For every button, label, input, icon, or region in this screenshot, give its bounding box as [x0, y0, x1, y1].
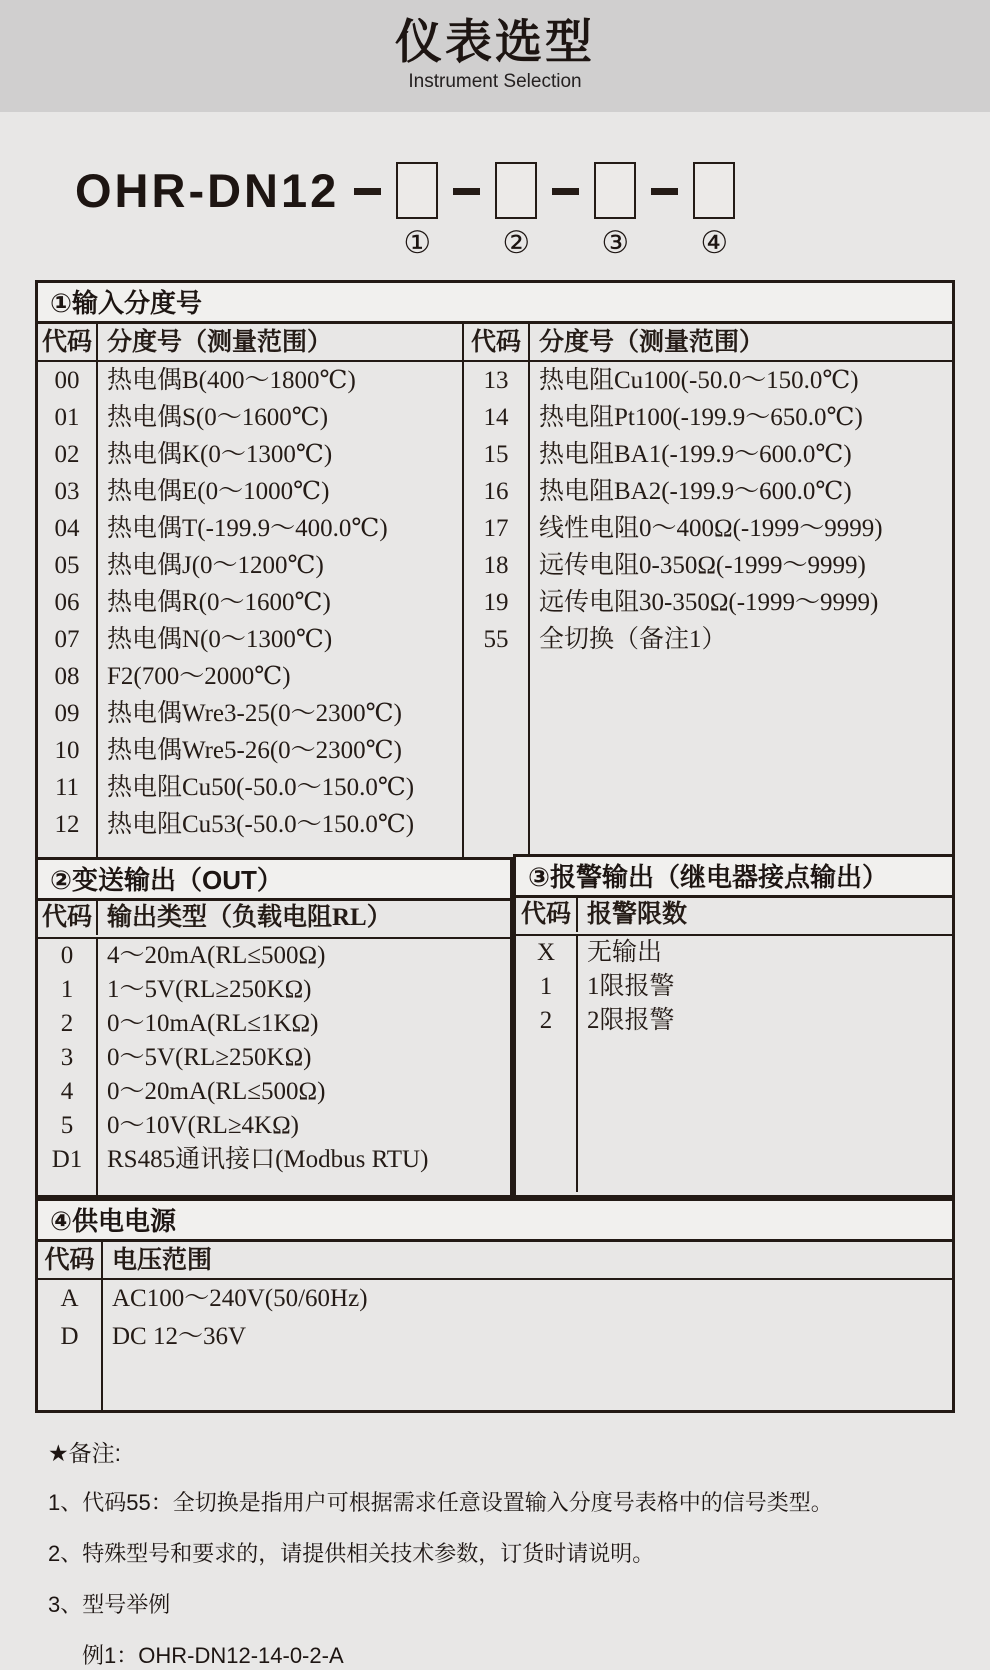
section2-code-column [38, 939, 98, 1195]
column-header-desc: 输出类型（负载电阻RL） [107, 904, 392, 931]
row-code: 17 [483, 515, 509, 542]
section2-desc-column [98, 939, 510, 1195]
model-circle-number-2: ② [502, 225, 531, 260]
row-desc: DC 12～36V [112, 1323, 247, 1350]
input-graduation-table [35, 280, 955, 860]
column-header-code: 代码 [38, 324, 98, 361]
row-desc: 1～5V(RL≥250KΩ) [107, 976, 312, 1003]
section1-left-desc-column [98, 362, 464, 857]
row-desc: 热电阻BA1(-199.9～600.0℃) [539, 441, 852, 468]
page-title: 仪表选型 [395, 15, 595, 68]
model-circle-number-1: ① [403, 225, 432, 260]
row-code: 04 [54, 515, 80, 542]
row-desc: 热电阻BA2(-199.9～600.0℃) [539, 478, 852, 505]
row-desc: F2(700～2000℃) [107, 663, 291, 690]
row-code: 55 [483, 626, 509, 653]
row-desc: RS485通讯接口(Modbus RTU) [107, 1146, 429, 1173]
row-desc: 热电阻Cu100(-50.0～150.0℃) [539, 367, 859, 394]
row-code: 00 [54, 367, 80, 394]
row-desc: 线性电阻0～400Ω(-1999～9999) [539, 515, 883, 542]
model-code-box-2 [495, 162, 537, 219]
row-code: 18 [483, 552, 509, 579]
section1-right-desc-column [530, 362, 952, 857]
section1-body [38, 362, 952, 857]
alarm-output-table [513, 854, 955, 1198]
section4-header-row [38, 1242, 952, 1280]
column-header-code: 代码 [464, 324, 530, 361]
row-code: 2 [539, 1007, 553, 1034]
note-item-2: 2、特殊型号和要求的，请提供相关技术参数，订货时请说明。 [48, 1541, 655, 1566]
model-dash [453, 188, 480, 195]
model-slot-4 [693, 162, 735, 260]
section2-header-row [38, 901, 510, 939]
row-code: 13 [483, 367, 509, 394]
row-code: 3 [60, 1044, 74, 1071]
row-desc: 0～20mA(RL≤500Ω) [107, 1078, 326, 1105]
model-circle-number-4: ④ [700, 225, 729, 260]
power-supply-table [35, 1198, 955, 1413]
note-item-3: 3、型号举例 [48, 1592, 171, 1617]
row-code: 2 [60, 1010, 74, 1037]
section4-desc-column [103, 1280, 952, 1410]
section1-header-row [38, 324, 952, 362]
row-desc: 全切换（备注1） [539, 626, 727, 653]
column-header-desc: 报警限数 [587, 901, 688, 928]
section4-body [38, 1280, 952, 1410]
model-code-box-1 [396, 162, 438, 219]
row-desc: 4～20mA(RL≤500Ω) [107, 942, 326, 969]
row-desc: 热电阻Cu53(-50.0～150.0℃) [107, 811, 415, 838]
row-code: 5 [60, 1112, 74, 1139]
column-header-desc: 分度号（测量范围） [539, 329, 765, 356]
page-subtitle: Instrument Selection [408, 71, 582, 92]
section3-header-row [516, 898, 952, 936]
section1-title: ①输入分度号 [38, 283, 952, 324]
row-code: 08 [54, 663, 80, 690]
row-code: 03 [54, 478, 80, 505]
row-code: D1 [51, 1146, 83, 1173]
row-desc: 热电阻Pt100(-199.9～650.0℃) [539, 404, 863, 431]
section3-body [516, 936, 952, 1192]
row-code: 4 [60, 1078, 74, 1105]
row-code: 15 [483, 441, 509, 468]
row-code: 19 [483, 589, 509, 616]
row-desc: 热电阻Cu50(-50.0～150.0℃) [107, 774, 415, 801]
row-code: 07 [54, 626, 80, 653]
output-alarm-tables [35, 857, 955, 1198]
row-code: 01 [54, 404, 80, 431]
row-desc: 热电偶J(0～1200℃) [107, 552, 324, 579]
model-slot-1 [396, 162, 438, 260]
row-desc: 热电偶R(0～1600℃) [107, 589, 331, 616]
row-desc: 热电偶T(-199.9～400.0℃) [107, 515, 388, 542]
row-code: 12 [54, 811, 80, 838]
section3-code-column [516, 936, 578, 1192]
row-code: X [536, 939, 556, 966]
row-desc: 无输出 [587, 939, 663, 966]
row-desc: 热电偶S(0～1600℃) [107, 404, 329, 431]
model-slot-2 [495, 162, 537, 260]
row-desc: 0～10mA(RL≤1KΩ) [107, 1010, 319, 1037]
section3-title: ③报警输出（继电器接点输出） [516, 857, 952, 898]
row-desc: 热电偶K(0～1300℃) [107, 441, 333, 468]
column-header-code: 代码 [516, 898, 578, 932]
row-code: 09 [54, 700, 80, 727]
column-header-desc: 分度号（测量范围） [98, 324, 464, 361]
model-slot-3 [594, 162, 636, 260]
row-code: 10 [54, 737, 80, 764]
header-band [0, 0, 990, 112]
row-desc: 热电偶N(0～1300℃) [107, 626, 333, 653]
model-prefix: OHR-DN12 [75, 164, 340, 217]
row-code: 11 [54, 774, 80, 801]
section1-right-code-column [464, 362, 530, 857]
row-desc: 2限报警 [587, 1007, 675, 1034]
row-desc: 1限报警 [587, 973, 675, 1000]
row-code: 06 [54, 589, 80, 616]
row-code: A [60, 1285, 79, 1312]
row-code: 14 [483, 404, 509, 431]
column-header-desc: 电压范围 [112, 1247, 213, 1274]
section1-left-code-column [38, 362, 98, 857]
remarks-heading: ★备注: [48, 1440, 122, 1466]
transmission-output-table [35, 857, 513, 1198]
row-code: 0 [60, 942, 74, 969]
row-desc: 热电偶B(400～1800℃) [107, 367, 356, 394]
row-desc: AC100～240V(50/60Hz) [112, 1285, 368, 1312]
row-desc: 远传电阻30-350Ω(-1999～9999) [539, 589, 879, 616]
row-code: 02 [54, 441, 80, 468]
section4-code-column [38, 1280, 103, 1410]
note-item-1: 1、代码55：全切换是指用户可根据需求任意设置输入分度号表格中的信号类型。 [48, 1490, 833, 1515]
selection-tables [35, 280, 955, 1413]
model-code-box-4 [693, 162, 735, 219]
model-circle-number-3: ③ [601, 225, 630, 260]
row-desc: 热电偶Wre5-26(0～2300℃) [107, 737, 402, 764]
section2-body [38, 939, 510, 1195]
column-header-code: 代码 [38, 901, 98, 935]
row-code: D [60, 1323, 79, 1350]
model-dash [552, 188, 579, 195]
row-desc: 热电偶Wre3-25(0～2300℃) [107, 700, 402, 727]
model-code-line [75, 162, 990, 260]
model-dash [354, 188, 381, 195]
model-code-box-3 [594, 162, 636, 219]
column-header-code: 代码 [38, 1242, 103, 1280]
row-code: 1 [539, 973, 553, 1000]
remarks-section [48, 1435, 950, 1670]
row-desc: 0～10V(RL≥4KΩ) [107, 1112, 300, 1139]
row-code: 05 [54, 552, 80, 579]
model-example: 例1：OHR-DN12-14-0-2-A [82, 1643, 344, 1668]
row-code: 1 [60, 976, 74, 1003]
section4-title: ④供电电源 [38, 1201, 952, 1242]
row-desc: 0～5V(RL≥250KΩ) [107, 1044, 312, 1071]
row-desc: 热电偶E(0～1000℃) [107, 478, 330, 505]
model-dash [651, 188, 678, 195]
section3-desc-column [578, 936, 952, 1192]
row-desc: 远传电阻0-350Ω(-1999～9999) [539, 552, 866, 579]
row-code: 16 [483, 478, 509, 505]
section2-title: ②变送输出（OUT） [38, 860, 510, 901]
